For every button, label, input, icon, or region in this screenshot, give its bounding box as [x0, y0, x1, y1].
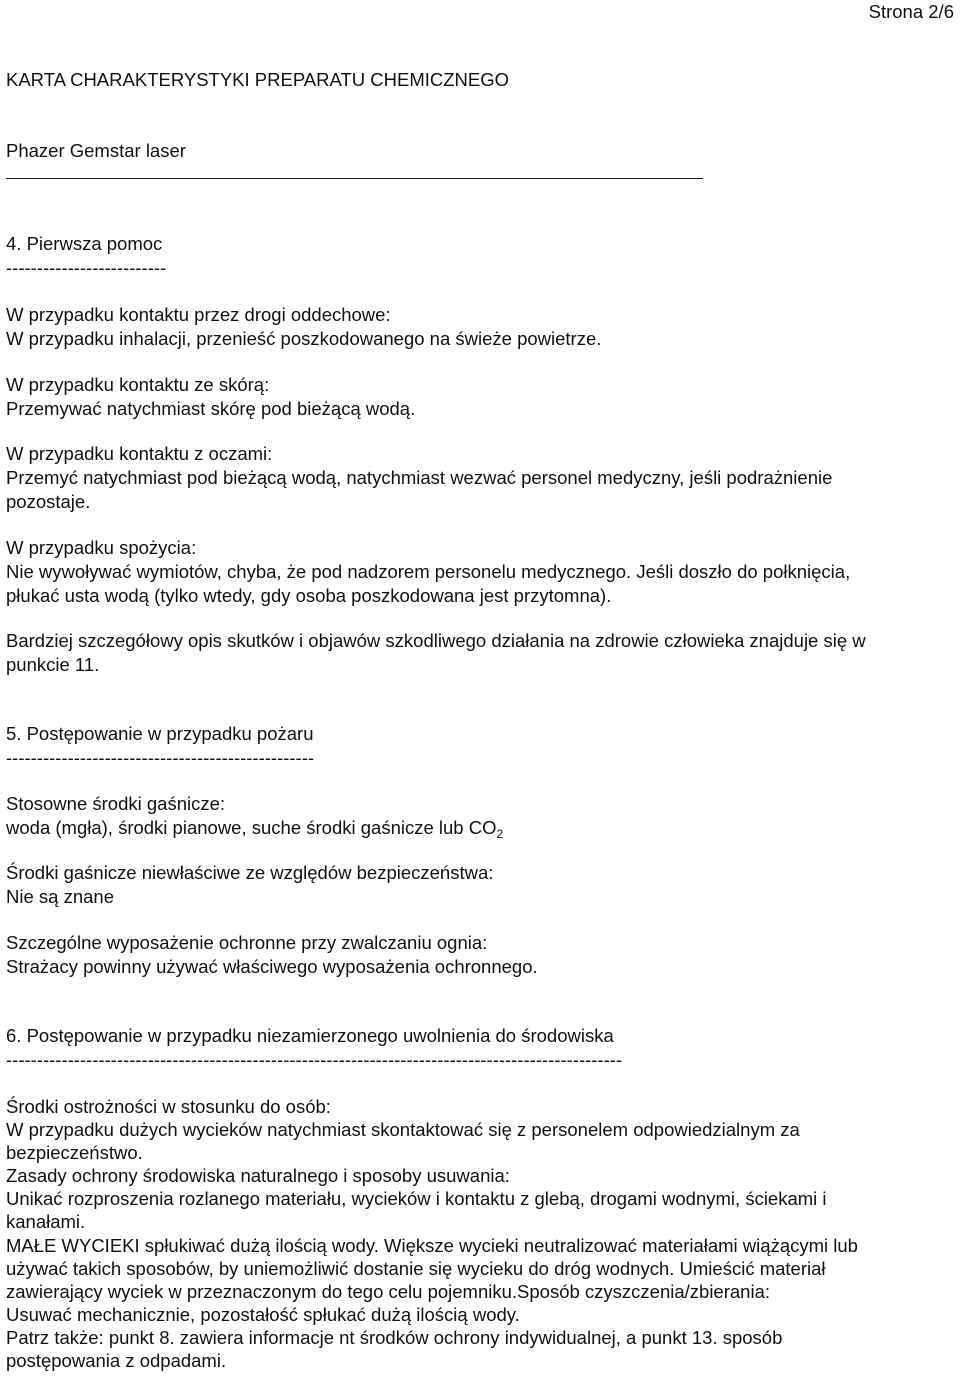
subscript: 2: [496, 827, 504, 841]
paragraph-line: płukać usta wodą (tylko wtedy, gdy osoba poszkodowana jest przytomna).: [6, 585, 612, 606]
paragraph-line: kanałami.: [6, 1211, 86, 1232]
page-number: Strona 2/6: [868, 1, 954, 22]
paragraph-line: MAŁE WYCIEKI spłukiwać dużą ilością wody. Większe wycieki neutralizować materiałami wiążącymi lub: [6, 1235, 858, 1256]
paragraph-line: W przypadku kontaktu z oczami:: [6, 443, 273, 464]
section-4-heading: 4. Pierwsza pomoc: [6, 233, 163, 254]
paragraph-line: Nie wywoływać wymiotów, chyba, że pod nadzorem personelu medycznego. Jeśli doszło do połknięcia,: [6, 561, 851, 582]
section-5-rule: --------------------------------------------------: [6, 747, 315, 768]
paragraph-line: używać takich sposobów, by uniemożliwić dostanie się wycieku do dróg wodnych. Umieścić materiał: [6, 1258, 826, 1279]
paragraph-line: W przypadku inhalacji, przenieść poszkodowanego na świeże powietrze.: [6, 328, 602, 349]
paragraph-line: Przemyć natychmiast pod bieżącą wodą, natychmiast wezwać personel medyczny, jeśli podrażnienie: [6, 467, 833, 488]
paragraph-line: Nie są znane: [6, 886, 114, 907]
section-4-rule: --------------------------: [6, 257, 167, 278]
paragraph-line: Unikać rozproszenia rozlanego materiału, wycieków i kontaktu z glebą, drogami wodnymi, ściekami i: [6, 1188, 827, 1209]
header-separator: [6, 178, 703, 179]
paragraph-line: W przypadku dużych wycieków natychmiast skontaktować się z personelem odpowiedzialnym za: [6, 1119, 800, 1140]
paragraph-line: Środki ostrożności w stosunku do osób:: [6, 1096, 331, 1117]
paragraph-line: Szczególne wyposażenie ochronne przy zwalczaniu ognia:: [6, 932, 488, 953]
paragraph-line: punkcie 11.: [6, 654, 100, 675]
paragraph-line: W przypadku spożycia:: [6, 537, 197, 558]
paragraph-line: Stosowne środki gaśnicze:: [6, 793, 226, 814]
section-6-heading: 6. Postępowanie w przypadku niezamierzonego uwolnienia do środowiska: [6, 1025, 614, 1046]
paragraph-line: Przemywać natychmiast skórę pod bieżącą wodą.: [6, 398, 416, 419]
paragraph-line: W przypadku kontaktu przez drogi oddechowe:: [6, 304, 391, 325]
extinguishing-media-text: woda (mgła), środki pianowe, suche środki gaśnicze lub CO: [6, 817, 497, 838]
section-5-heading: 5. Postępowanie w przypadku pożaru: [6, 723, 314, 744]
paragraph-line: Strażacy powinny używać właściwego wyposażenia ochronnego.: [6, 956, 538, 977]
paragraph-line: Środki gaśnicze niewłaściwe ze względów bezpieczeństwa:: [6, 862, 494, 883]
document-title: KARTA CHARAKTERYSTYKI PREPARATU CHEMICZNEGO: [6, 69, 510, 90]
paragraph-line: Patrz także: punkt 8. zawiera informacje nt środków ochrony indywidualnej, a punkt 13. sposób: [6, 1327, 783, 1348]
paragraph-line: Usuwać mechanicznie, pozostałość spłukać dużą ilością wody.: [6, 1304, 520, 1325]
paragraph-line: pozostaje.: [6, 491, 91, 512]
paragraph-line: Zasady ochrony środowiska naturalnego i sposoby usuwania:: [6, 1165, 510, 1186]
paragraph-line: zawierający wyciek w przeznaczonym do tego celu pojemniku.Sposób czyszczenia/zbierania:: [6, 1281, 771, 1302]
paragraph-line: [6, 817, 503, 839]
section-6-rule: ----------------------------------------------------------------------------------------------------: [6, 1049, 623, 1070]
paragraph-line: bezpieczeństwo.: [6, 1142, 143, 1163]
paragraph-line: W przypadku kontaktu ze skórą:: [6, 374, 270, 395]
paragraph-line: postępowania z odpadami.: [6, 1350, 227, 1371]
product-name: Phazer Gemstar laser: [6, 140, 186, 161]
paragraph-line: Bardziej szczegółowy opis skutków i objawów szkodliwego działania na zdrowie człowieka znajduje się w: [6, 630, 866, 651]
